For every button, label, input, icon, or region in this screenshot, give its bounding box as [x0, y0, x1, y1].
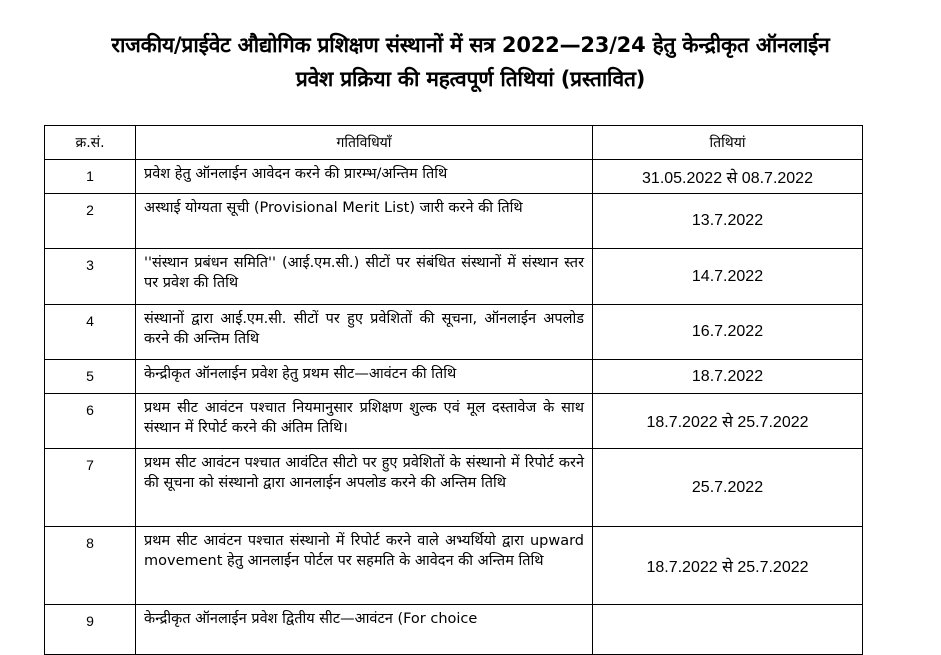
row-serial: 9: [45, 605, 136, 655]
row-date: 25.7.2022: [593, 449, 863, 527]
row-date: 14.7.2022: [593, 249, 863, 305]
row-activity: अस्थाई योग्यता सूची (Provisional Merit List) जारी करने की तिथि: [136, 194, 593, 249]
row-date: 18.7.2022: [593, 360, 863, 394]
table-header-row: [45, 126, 863, 160]
row-serial: 3: [45, 249, 136, 305]
table-row: [45, 194, 863, 249]
title-line-1: राजकीय/प्राईवेट औद्योगिक प्रशिक्षण संस्थानों में सत्र 2022—23/24 हेतु केन्द्रीकृत ऑनलाईन: [111, 33, 830, 57]
table-row: [45, 160, 863, 194]
row-date: 31.05.2022 से 08.7.2022: [593, 160, 863, 194]
table-row: [45, 449, 863, 527]
row-activity: संस्थानों द्वारा आई.एम.सी. सीटों पर हुए प्रवेशितों की सूचना, ऑनलाईन अपलोड करने की अन्तिम तिथि: [136, 305, 593, 360]
schedule-table: [44, 125, 863, 655]
table-row: [45, 249, 863, 305]
table-row: [45, 360, 863, 394]
header-serial-no: क्र.सं.: [45, 126, 136, 160]
row-activity: प्रवेश हेतु ऑनलाईन आवेदन करने की प्रारम्भ/अन्तिम तिथि: [136, 160, 593, 194]
row-serial: 7: [45, 449, 136, 527]
row-date: 16.7.2022: [593, 305, 863, 360]
row-activity: प्रथम सीट आवंटन पश्चात आवंटित सीटो पर हुए प्रवेशितों के संस्थानो में रिपोर्ट करने की सूचना को संस्थानो द्वारा आनलाईन अपलोड करने की अन्तिम तिथि: [136, 449, 593, 527]
row-serial: 8: [45, 527, 136, 605]
row-date: 13.7.2022: [593, 194, 863, 249]
row-activity: केन्द्रीकृत ऑनलाईन प्रवेश हेतु प्रथम सीट—आवंटन की तिथि: [136, 360, 593, 394]
header-activities: गतिविधियाँ: [136, 126, 593, 160]
row-date: 18.7.2022 से 25.7.2022: [593, 394, 863, 449]
row-serial: 4: [45, 305, 136, 360]
row-activity: प्रथम सीट आवंटन पश्चात संस्थानो में रिपोर्ट करने वाले अभ्यर्थियो द्वारा upward movement हेतु आनलाईन पोर्टल पर सहमति के आवेदन की अन्तिम तिथि: [136, 527, 593, 605]
document-title: [30, 28, 911, 96]
header-dates: तिथियां: [593, 126, 863, 160]
row-serial: 2: [45, 194, 136, 249]
row-activity: प्रथम सीट आवंटन पश्चात नियमानुसार प्रशिक्षण शुल्क एवं मूल दस्तावेज के साथ संस्थान में रिपोर्ट करने की अंतिम तिथि।: [136, 394, 593, 449]
row-activity: केन्द्रीकृत ऑनलाईन प्रवेश द्वितीय सीट—आवंटन (For choice: [136, 605, 593, 655]
row-date: 18.7.2022 से 25.7.2022: [593, 527, 863, 605]
row-serial: 1: [45, 160, 136, 194]
table-row: [45, 305, 863, 360]
row-serial: 5: [45, 360, 136, 394]
table-row: [45, 527, 863, 605]
title-line-2: प्रवेश प्रक्रिया की महत्वपूर्ण तिथियां (प्रस्तावित): [295, 67, 646, 91]
table-row: [45, 394, 863, 449]
row-activity: ''संस्थान प्रबंधन समिति'' (आई.एम.सी.) सीटों पर संबंधित संस्थानों में संस्थान स्तर पर प्रवेश की तिथि: [136, 249, 593, 305]
row-serial: 6: [45, 394, 136, 449]
